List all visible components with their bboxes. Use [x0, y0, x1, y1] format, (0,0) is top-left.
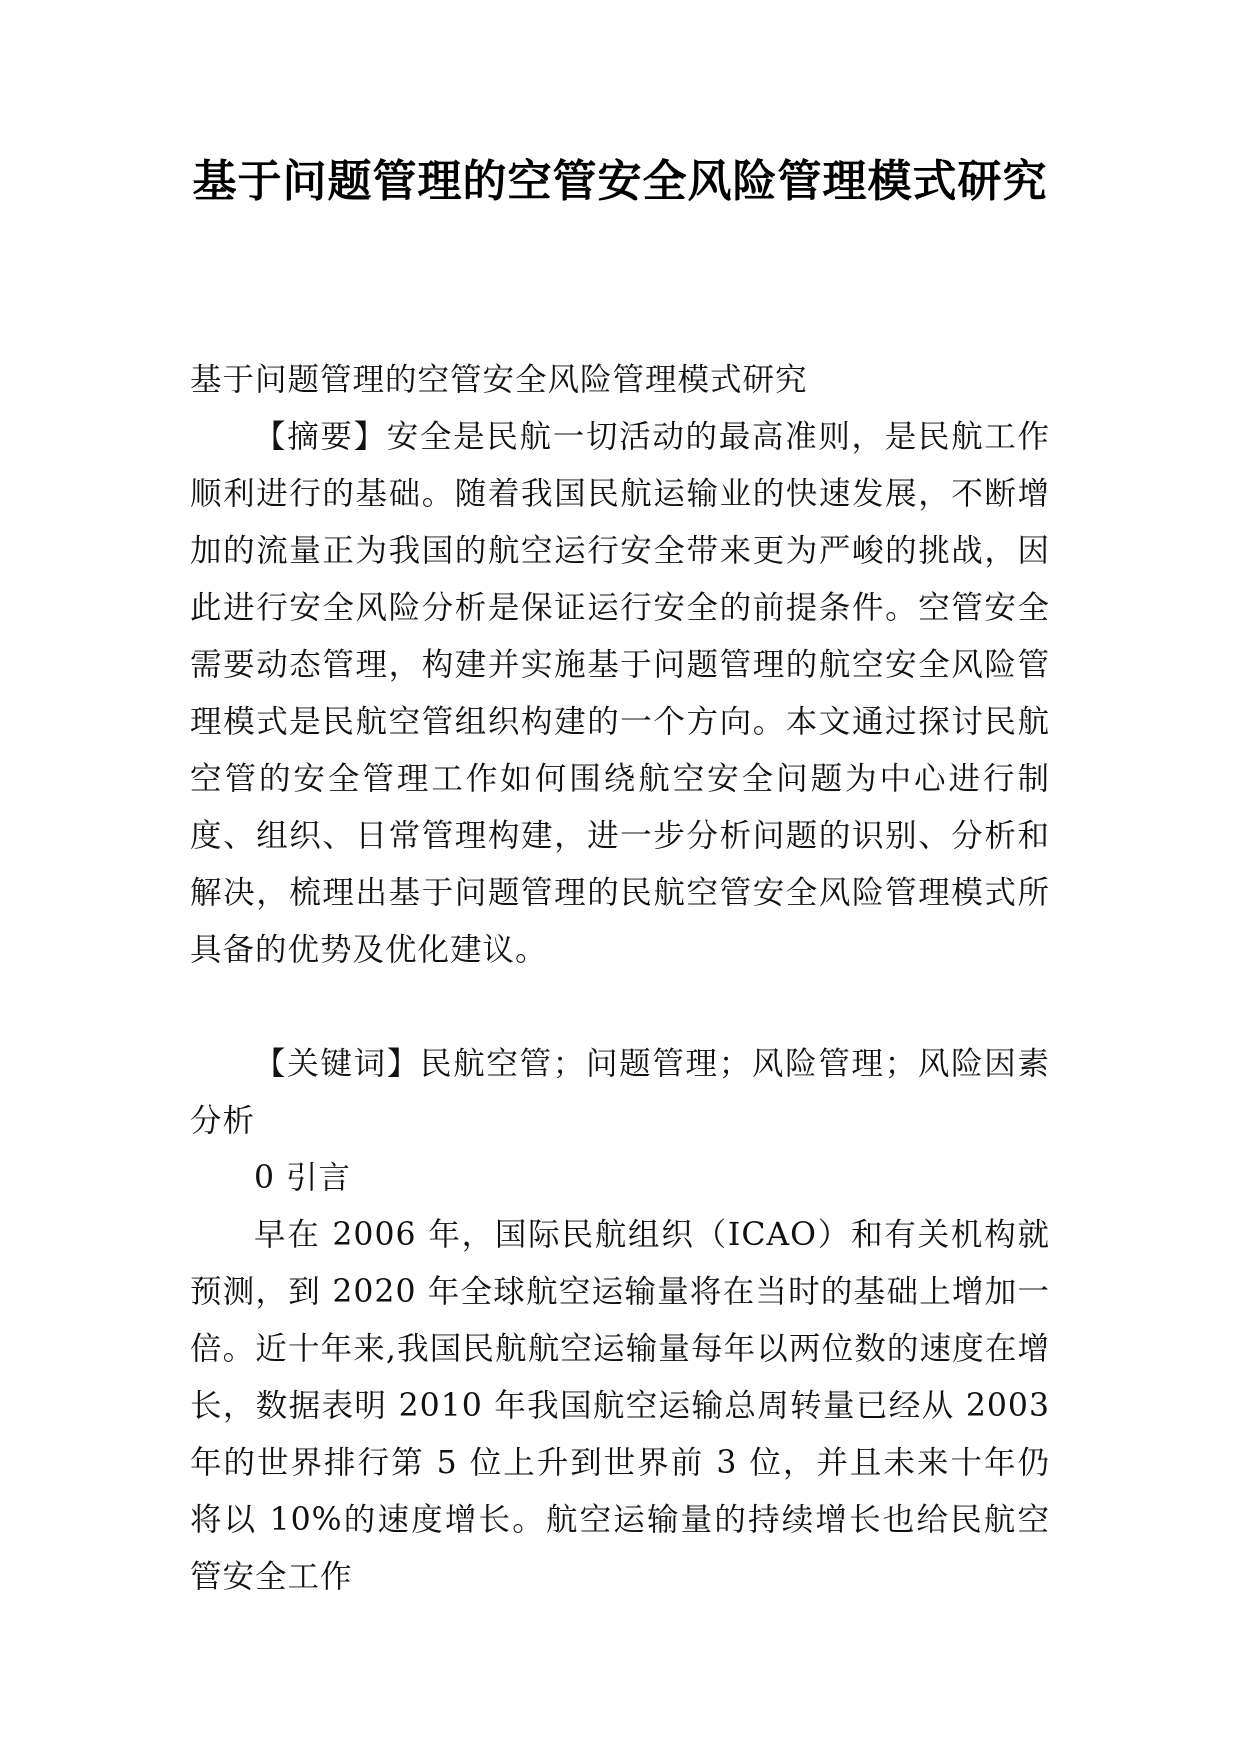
section-heading: 0 引言 — [254, 1160, 352, 1196]
document-title: 基于问题管理的空管安全风险管理模式研究 — [192, 156, 1048, 207]
keywords-paragraph: 【关键词】民航空管；问题管理；风险管理；风险因素分析 — [190, 1046, 1050, 1139]
abstract-paragraph: 【摘要】安全是民航一切活动的最高准则，是民航工作顺利进行的基础。随着我国民航运输业的快速发展，不断增加的流量正为我国的航空运行安全带来更为严峻的挑战，因此进行安全风险分析是保证运行安全的前提条件。空管安全需要动态管理，构建并实施基于问题管理的航空安全风险管理模式是民航空管组织构建的一个方向。本文通过探讨民航空管的安全管理工作如何围绕航空安全问题为中心进行制度、组织、日常管理构建，进一步分析问题的识别、分析和解决，梳理出基于问题管理的民航空管安全风险管理模式所具备的优势及优化建议。 — [190, 419, 1050, 968]
intro-paragraph: 早在 2006 年，国际民航组织（ICAO）和有关机构就预测，到 2020 年全球航空运输量将在当时的基础上增加一倍。近十年来,我国民航航空运输量每年以两位数的速度在增长，数据表明 2010 年我国航空运输总周转量已经从 2003 年的世界排行第 5 位上升到世界前 3 位，并且未来十年仍将以 10%的速度增长。航空运输量的持续增长也给民航空管安全工作 — [190, 1217, 1050, 1595]
document-body — [190, 352, 1050, 1606]
document-subtitle: 基于问题管理的空管安全风险管理模式研究 — [190, 362, 808, 398]
